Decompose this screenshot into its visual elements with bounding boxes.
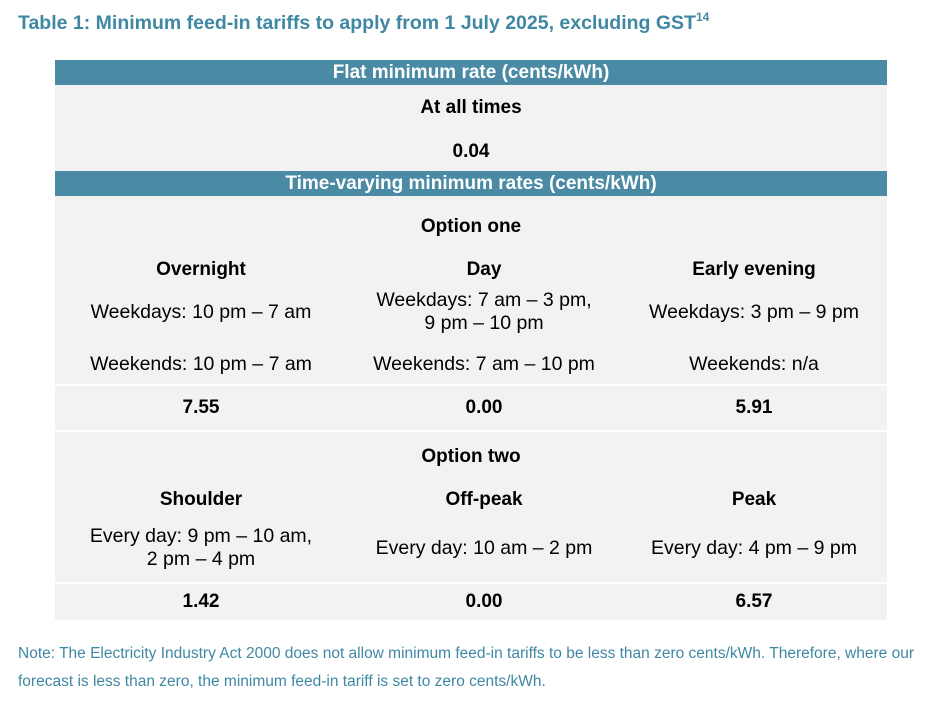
weekdays-day [347, 288, 621, 336]
flat-rate-header: Flat minimum rate (cents/kWh) [55, 60, 887, 85]
period-name-off-peak: Off-peak [445, 489, 523, 510]
weekends-overnight: Weekends: 10 pm – 7 am [90, 352, 312, 375]
table-note: Note: The Electricity Industry Act 2000 does not allow minimum feed-in tariffs to be less than zero cents/kWh. Therefore, where our forecast is less than zero, the minimum feed-in tariff is set to zero cents/kWh. [18, 645, 914, 690]
weekends-day: Weekends: 7 am – 10 pm [373, 352, 595, 375]
flat-rate-label: At all times [420, 97, 522, 118]
option-one-block [55, 196, 887, 384]
rate-off-peak: 0.00 [465, 591, 503, 612]
times-off-peak [347, 524, 621, 572]
times-shoulder-line-2: 2 pm – 4 pm [146, 548, 256, 570]
option-one-period-names [55, 258, 887, 282]
weekdays-early-evening [621, 288, 887, 336]
period-name-early-evening: Early evening [692, 259, 816, 280]
flat-rate-value: 0.04 [452, 141, 490, 162]
time-varying-header: Time-varying minimum rates (cents/kWh) [55, 171, 887, 196]
rate-overnight: 7.55 [182, 397, 220, 418]
period-name-shoulder: Shoulder [159, 489, 243, 510]
weekdays-overnight-line: Weekdays: 10 pm – 7 am [90, 300, 312, 323]
times-peak-line: Every day: 4 pm – 9 pm [651, 536, 857, 559]
times-off-peak-line: Every day: 10 am – 2 pm [375, 536, 593, 559]
option-two-rates [55, 582, 887, 620]
times-shoulder-line-1: Every day: 9 pm – 10 am, [89, 525, 313, 547]
option-one-weekends [55, 351, 887, 377]
footnote-ref: 14 [695, 10, 710, 24]
option-one-title: Option one [420, 216, 522, 237]
option-two-block [55, 430, 887, 582]
weekends-early-evening: Weekends: n/a [689, 352, 819, 375]
option-one-weekdays [55, 288, 887, 336]
option-two-title: Option two [421, 446, 521, 467]
weekdays-day-line-2: 9 pm – 10 pm [424, 312, 544, 334]
table-caption [18, 12, 709, 35]
flat-rate-body [55, 85, 887, 171]
tariff-table [55, 60, 887, 620]
times-peak [621, 524, 887, 572]
rate-early-evening: 5.91 [735, 397, 773, 418]
times-shoulder [55, 524, 347, 572]
period-name-overnight: Overnight [156, 259, 246, 280]
caption-text: Table 1: Minimum feed-in tariffs to apply from 1 July 2025, excluding GST [18, 12, 696, 34]
option-one-rates [55, 384, 887, 430]
rate-day: 0.00 [465, 397, 503, 418]
weekdays-overnight [55, 288, 347, 336]
weekdays-day-line-1: Weekdays: 7 am – 3 pm, [376, 289, 592, 311]
rate-peak: 6.57 [735, 591, 773, 612]
option-two-period-names [55, 488, 887, 512]
rate-shoulder: 1.42 [182, 591, 220, 612]
option-two-times [55, 524, 887, 572]
period-name-day: Day [466, 259, 502, 280]
period-name-peak: Peak [731, 489, 777, 510]
weekdays-early-evening-line: Weekdays: 3 pm – 9 pm [649, 300, 859, 323]
